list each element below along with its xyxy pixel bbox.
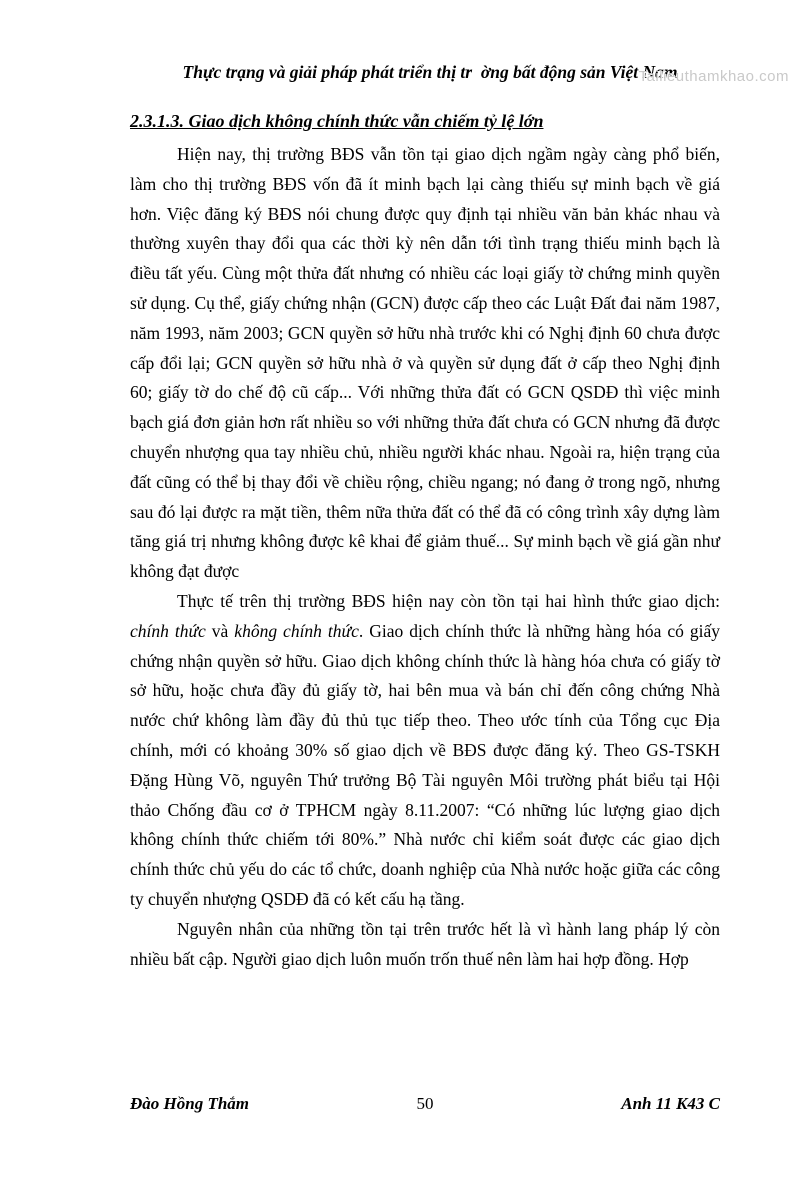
paragraph-italic-segment: không chính thức	[234, 620, 359, 641]
footer-page-number: 50	[416, 1094, 434, 1113]
page-footer	[130, 1092, 720, 1116]
paragraph-segment: . Giao dịch chính thức là những hàng hóa có giấy chứng nhận quyền sở hữu. Giao dịch không chính thức là hàng hóa chưa có giấy tờ sở hữu, hoặc chưa đầy đủ giấy tờ, hai bên mua và bán chỉ đến công chứng Nhà nước chứ không làm đầy đủ thủ tục tiếp theo. Theo ước tính của Tổng cục Địa chính, mới có khoảng 30% số giao dịch về BĐS được đăng ký. Theo GS-TSKH Đặng Hùng Võ, nguyên Thứ trưởng Bộ Tài nguyên Môi trường phát biểu tại Hội thảo Chống đầu cơ ở TPHCM ngày 8.11.2007: “Có những lúc lượng giao dịch không chính thức chiếm tới 80%.” Nhà nước chỉ kiểm soát được các giao dịch chính thức chủ yếu do các tổ chức, doanh nghiệp của Nhà nước hoặc giữa các công ty chuyển nhượng QSDĐ đã có kết cấu hạ tầng.	[130, 620, 720, 909]
body-text	[130, 140, 720, 974]
footer-class-label: Anh 11 K43 C	[621, 1094, 721, 1113]
paragraph	[130, 587, 720, 915]
section-heading: 2.3.1.3. Giao dịch không chính thức vẫn chiếm tỷ lệ lớn	[130, 111, 544, 131]
paragraph-segment: và	[205, 620, 235, 641]
footer-author: Đào Hồng Thắm	[130, 1094, 250, 1113]
paragraph	[130, 140, 720, 587]
page-header-title: Thực trạng và giải pháp phát triển thị tr ờng bất động sản Việt Nam	[182, 62, 678, 82]
paragraph-segment: Nguyên nhân của những tồn tại trên trước hết là vì hành lang pháp lý còn nhiều bất cập. Người giao dịch luôn muốn trốn thuế nên làm hai hợp đồng. Hợp	[130, 918, 720, 969]
paragraph-segment: Thực tế trên thị trường BĐS hiện nay còn tồn tại hai hình thức giao dịch:	[177, 590, 720, 611]
watermark-text: Tailieuthamkhao.com	[638, 68, 789, 85]
paragraph-italic-segment: chính thức	[130, 620, 206, 641]
document-page	[0, 60, 794, 1183]
paragraph	[130, 915, 720, 975]
paragraph-segment: Hiện nay, thị trường BĐS vẫn tồn tại giao dịch ngầm ngày càng phổ biến, làm cho thị trường BĐS vốn đã ít minh bạch lại càng thiếu sự minh bạch về giá hơn. Việc đăng ký BĐS nói chung được quy định tại nhiều văn bản khác nhau và thường xuyên thay đổi qua các thời kỳ nên dẫn tới tình trạng thiếu minh bạch là điều tất yếu. Cùng một thửa đất nhưng có nhiều các loại giấy tờ chứng minh quyền sử dụng. Cụ thể, giấy chứng nhận (GCN) được cấp theo các Luật Đất đai năm 1987, năm 1993, năm 2003; GCN quyền sở hữu nhà trước khi có Nghị định 60 chưa được cấp đổi lại; GCN quyền sở hữu nhà ở và quyền sử dụng đất ở cấp theo Nghị định 60; giấy tờ do chế độ cũ cấp... Với những thửa đất có GCN QSDĐ thì việc minh bạch giá đơn giản hơn rất nhiều so với những thửa đất chưa có GCN nhưng đã được chuyển nhượng qua tay nhiều chủ, nhiều người khác nhau. Ngoài ra, hiện trạng của đất cũng có thể bị thay đổi về chiều rộng, chiều ngang; nó đang ở trong ngõ, nhưng sau đó lại được ra mặt tiền, thêm nữa thửa đất có thể đã có công trình xây dựng làm tăng giá trị nhưng không được kê khai để giảm thuế... Sự minh bạch về giá gần như không đạt được	[130, 144, 720, 582]
